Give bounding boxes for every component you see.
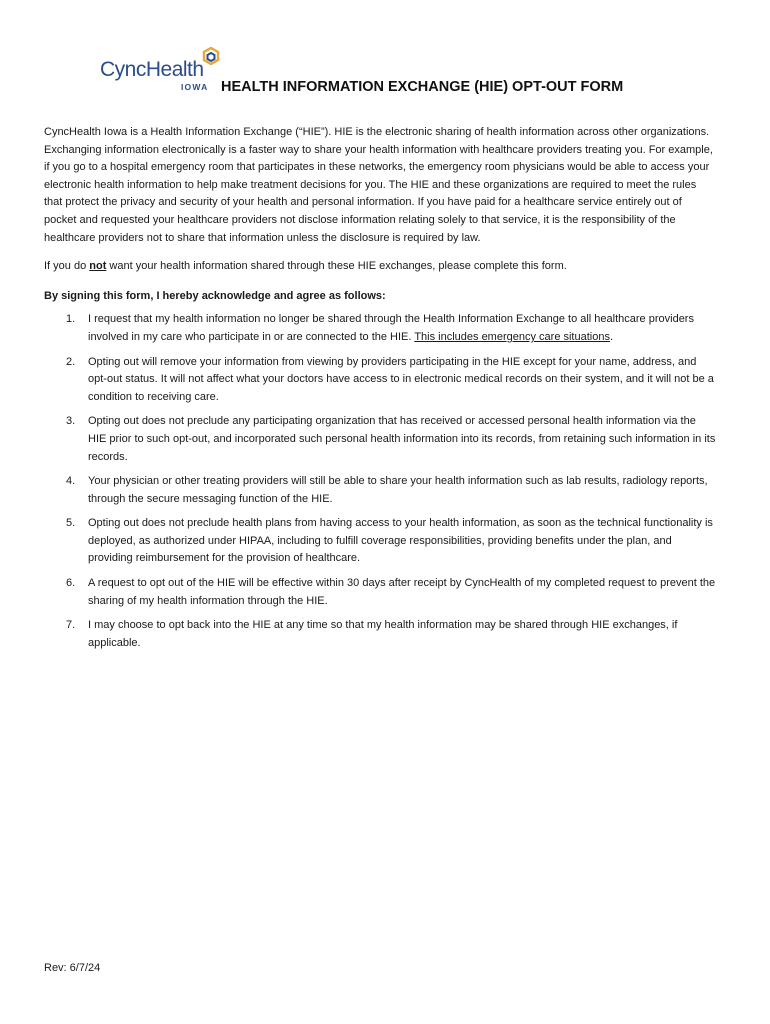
item-underlined-text: This includes emergency care situations	[414, 330, 610, 343]
optout-text-before: If you do	[44, 260, 90, 273]
item-number: 5.	[66, 517, 76, 530]
logo-wordmark: CyncHealth	[100, 58, 204, 81]
form-title: HEALTH INFORMATION EXCHANGE (HIE) OPT-OUT FORM	[221, 79, 624, 95]
item-number: 3.	[66, 415, 76, 428]
terms-list	[44, 311, 716, 652]
item-number: 7.	[66, 619, 76, 632]
item-text: I request that my health information no longer be shared through the Health Information Exchange to all healthcare providers involved in my care who participate in or are connected to the HIE.	[88, 313, 694, 343]
list-item	[44, 575, 716, 610]
item-text: Opting out does not preclude health plans from having access to your health information, as soon as the technical functionality is deployed, as authorized under HIPAA, including to fulfill coverage responsibilities, providing benefits under the plan, and providing reimbursement for the provision of healthcare.	[88, 517, 713, 565]
cynchealth-logo	[100, 46, 222, 98]
item-text: Opting out does not preclude any participating organization that has received or accessed personal health information via the HIE prior to such opt-out, and incorporated such personal health information into its records, from retaining such information in its records.	[88, 415, 716, 463]
optout-text-after: want your health information shared through these HIE exchanges, please complete this form.	[106, 260, 567, 273]
item-number: 4.	[66, 475, 76, 488]
item-number: 1.	[66, 313, 76, 326]
item-text-tail: .	[609, 330, 614, 343]
logo-mark-icon	[201, 46, 221, 70]
optout-emphasis: not	[89, 260, 107, 273]
optout-paragraph	[44, 258, 716, 276]
item-number: 6.	[66, 577, 76, 590]
list-item	[44, 473, 716, 508]
list-item	[44, 617, 716, 652]
list-item	[44, 515, 716, 568]
list-item	[44, 354, 716, 407]
list-item	[44, 413, 716, 466]
acknowledge-heading: By signing this form, I hereby acknowledge and agree as follows:	[44, 289, 386, 302]
item-text: I may choose to opt back into the HIE at any time so that my health information may be shared through HIE exchanges, if applicable.	[88, 619, 678, 649]
form-body	[44, 124, 716, 659]
intro-paragraph: CyncHealth Iowa is a Health Information Exchange (“HIE”). HIE is the electronic sharing of health information across other organizations. Exchanging information electronically is a faster way to share your health information with healthcare providers treating you. For example, if you go to a hospital emergency room that participates in these networks, the emergency room physicians would be able to access your electronic health information to help make treatment decisions for you. The HIE and these organizations are required to meet the rules that protect the privacy and security of your health and personal information. If you have paid for a healthcare service entirely out of pocket and requested your healthcare providers not disclose information relating solely to that service, it is the responsibility of the healthcare providers not to share that information unless the disclosure is required by law.	[44, 126, 713, 244]
item-number: 2.	[66, 355, 76, 368]
revision-date: Rev: 6/7/24	[44, 962, 101, 974]
list-item	[44, 311, 716, 346]
item-text: Your physician or other treating providers will still be able to share your health information such as lab results, radiology reports, through the secure messaging function of the HIE.	[88, 475, 708, 505]
item-text: Opting out will remove your information from viewing by providers participating in the HIE except for your name, address, and opt-out status. It will not affect what your doctors have access to in electronic medical records on their system, and it will not be a condition to receiving care.	[88, 355, 714, 403]
item-text: A request to opt out of the HIE will be effective within 30 days after receipt by CyncHealth of my completed request to prevent the sharing of my health information through the HIE.	[88, 577, 716, 607]
logo-region: IOWA	[181, 82, 209, 92]
